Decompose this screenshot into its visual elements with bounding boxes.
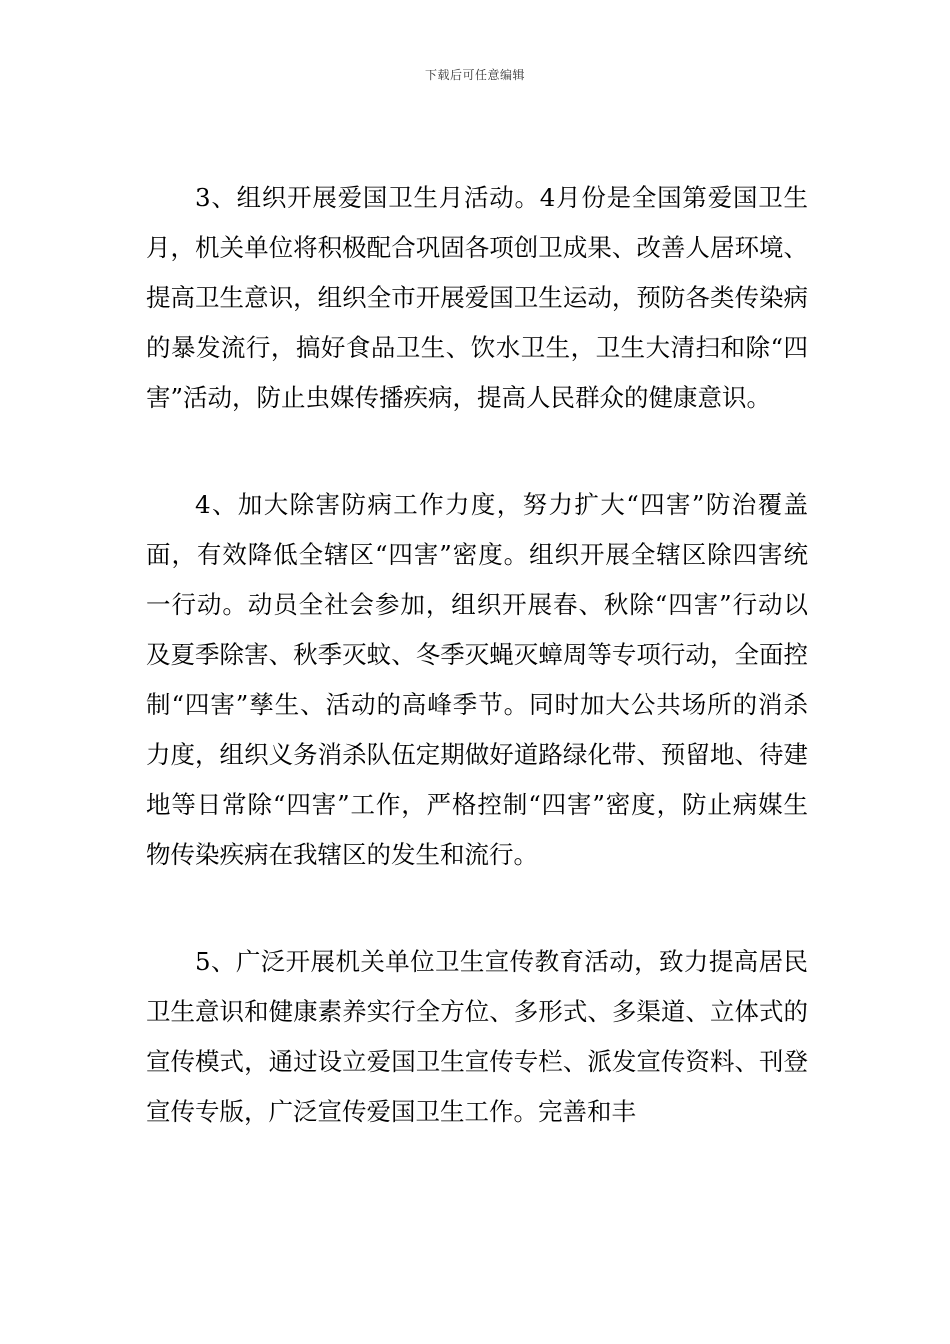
document-body — [146, 173, 808, 1194]
page-header: 下载后可任意编辑 — [424, 68, 525, 82]
paragraph-3: 3、组织开展爱国卫生月活动。4月份是全国第爱国卫生月，机关单位将积极配合巩固各项创卫成果、改善人居环境、提高卫生意识，组织全市开展爱国卫生运动，预防各类传染病的暴发流行，搞好食品卫生、饮水卫生，卫生大清扫和除“四害”活动，防止虫媒传播疾病，提高人民群众的健康意识。 — [146, 183, 808, 412]
paragraph-4: 4、加大除害防病工作力度，努力扩大“四害”防治覆盖面，有效降低全辖区“四害”密度。组织开展全辖区除四害统一行动。动员全社会参加，组织开展春、秋除“四害”行动以及夏季除害、秋季灭蚊、冬季灭蝇灭蟑周等专项行动，全面控制“四害”孳生、活动的高峰季节。同时加大公共场所的消杀力度，组织义务消杀队伍定期做好道路绿化带、预留地、待建地等日常除“四害”工作，严格控制“四害”密度，防止病媒生物传染疾病在我辖区的发生和流行。 — [146, 490, 808, 869]
paragraph-5: 5、广泛开展机关单位卫生宣传教育活动，致力提高居民卫生意识和健康素养实行全方位、多形式、多渠道、立体式的宣传模式，通过设立爱国卫生宣传专栏、派发宣传资料、刊登宣传专版，广泛宣传爱国卫生工作。完善和丰 — [146, 947, 808, 1126]
